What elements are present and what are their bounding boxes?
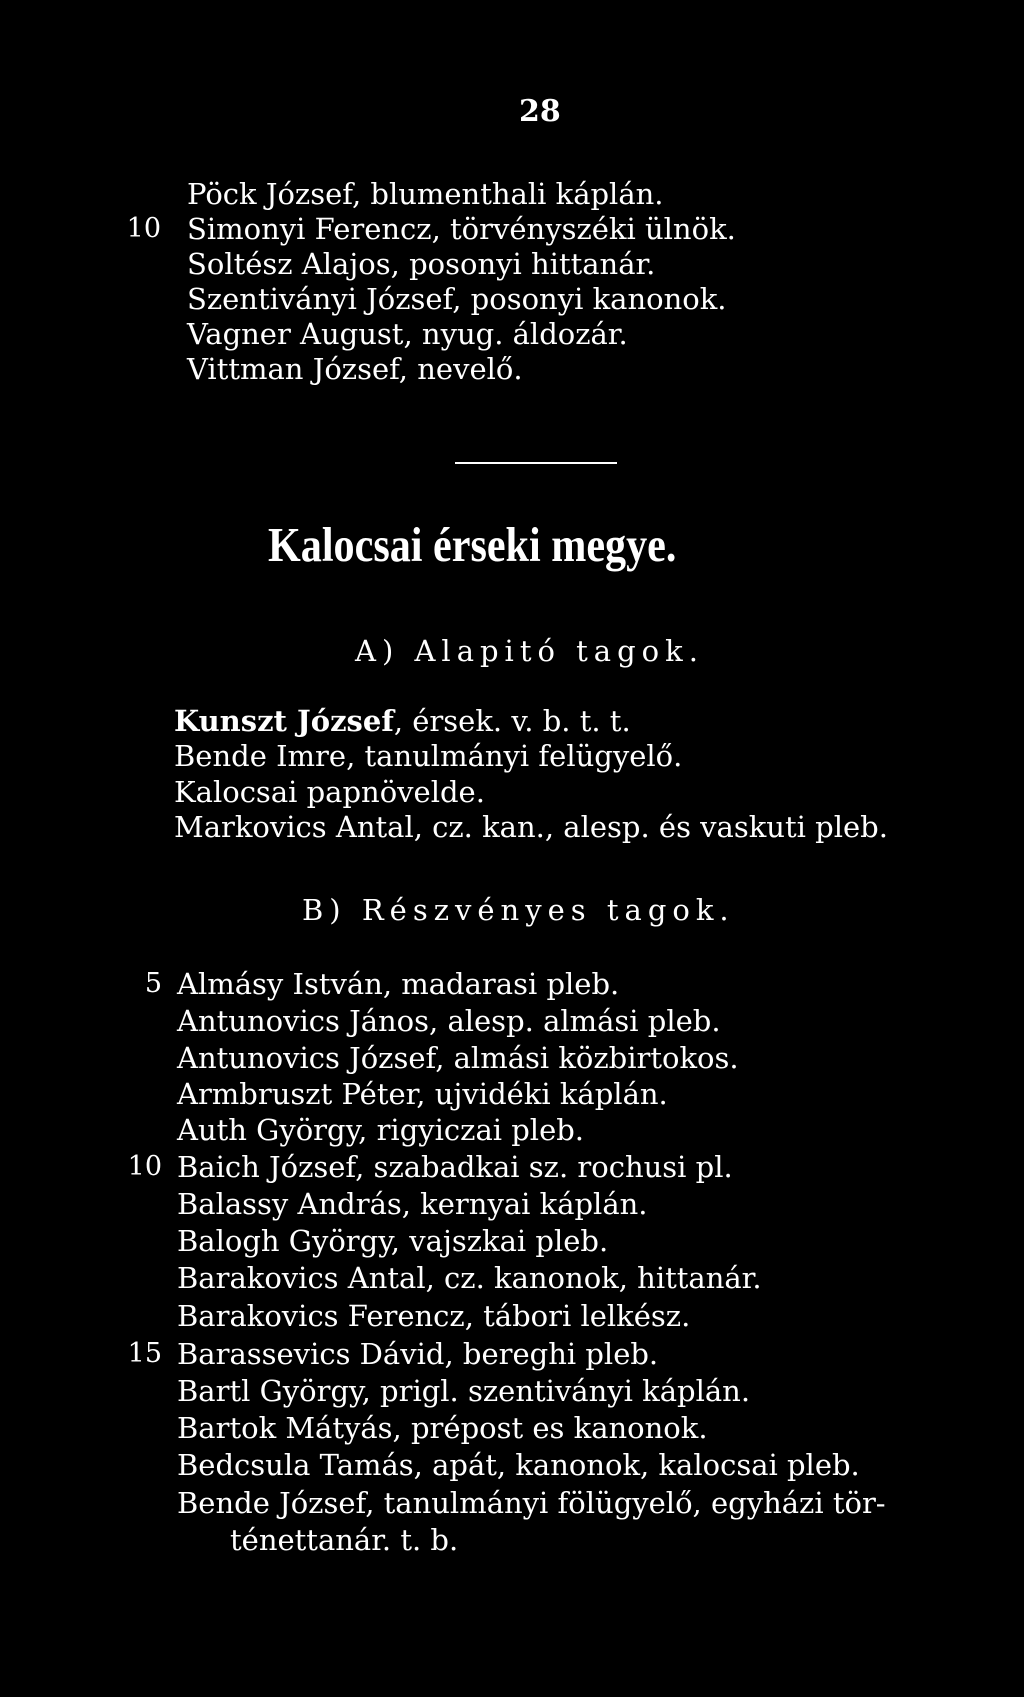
- line-number: 10: [126, 213, 161, 244]
- list-item: Baich József, szabadkai sz. rochusi pl.: [177, 1150, 733, 1184]
- list-item: Bartok Mátyás, prépost es kanonok.: [177, 1411, 708, 1445]
- list-item: Simonyi Ferencz, törvényszéki ülnök.: [187, 212, 736, 246]
- list-item: Bende József, tanulmányi fölügyelő, egyházi tör-: [177, 1486, 886, 1520]
- founders-heading: A) Alapitó tagok.: [355, 634, 704, 668]
- list-item: Balogh György, vajszkai pleb.: [177, 1224, 609, 1258]
- list-item: Antunovics József, almási közbirtokos.: [177, 1041, 739, 1075]
- list-item: Bende Imre, tanulmányi felügyelő.: [174, 739, 683, 773]
- founder-details: , érsek. v. b. t. t.: [393, 704, 631, 738]
- list-item: Barassevics Dávid, bereghi pleb.: [177, 1337, 659, 1371]
- list-item: Bartl György, prigl. szentiványi káplán.: [177, 1374, 751, 1408]
- list-item: Vittman József, nevelő.: [187, 352, 523, 386]
- list-item: [174, 705, 631, 737]
- list-item: Almásy István, madarasi pleb.: [177, 967, 620, 1001]
- list-item: Soltész Alajos, posonyi hittanár.: [187, 247, 656, 281]
- list-item: Auth György, rigyiczai pleb.: [177, 1113, 585, 1147]
- section-title: Kalocsai érseki megye.: [268, 517, 677, 572]
- section-divider: [455, 462, 617, 464]
- list-item: Vagner August, nyug. áldozár.: [187, 317, 628, 351]
- line-number: 15: [127, 1338, 162, 1369]
- line-number: 10: [127, 1151, 162, 1182]
- shareholders-heading: B) Részvényes tagok.: [302, 893, 735, 927]
- list-item: Bedcsula Tamás, apát, kanonok, kalocsai pleb.: [177, 1448, 860, 1482]
- list-item: Szentiványi József, posonyi kanonok.: [187, 282, 727, 316]
- founder-name: Kunszt József: [174, 704, 394, 738]
- page-number: 28: [519, 94, 561, 129]
- list-item-continuation: ténettanár. t. b.: [230, 1523, 459, 1557]
- list-item: Balassy András, kernyai káplán.: [177, 1187, 648, 1221]
- list-item: Armbruszt Péter, ujvidéki káplán.: [177, 1077, 668, 1111]
- list-item: Pöck József, blumenthali káplán.: [187, 177, 664, 211]
- list-item: Barakovics Ferencz, tábori lelkész.: [177, 1299, 691, 1333]
- list-item: Markovics Antal, cz. kan., alesp. és vaskuti pleb.: [174, 810, 888, 844]
- list-item: Kalocsai papnövelde.: [174, 775, 485, 809]
- list-item: Antunovics János, alesp. almási pleb.: [177, 1004, 721, 1038]
- list-item: Barakovics Antal, cz. kanonok, hittanár.: [177, 1261, 762, 1295]
- line-number: 5: [144, 968, 162, 999]
